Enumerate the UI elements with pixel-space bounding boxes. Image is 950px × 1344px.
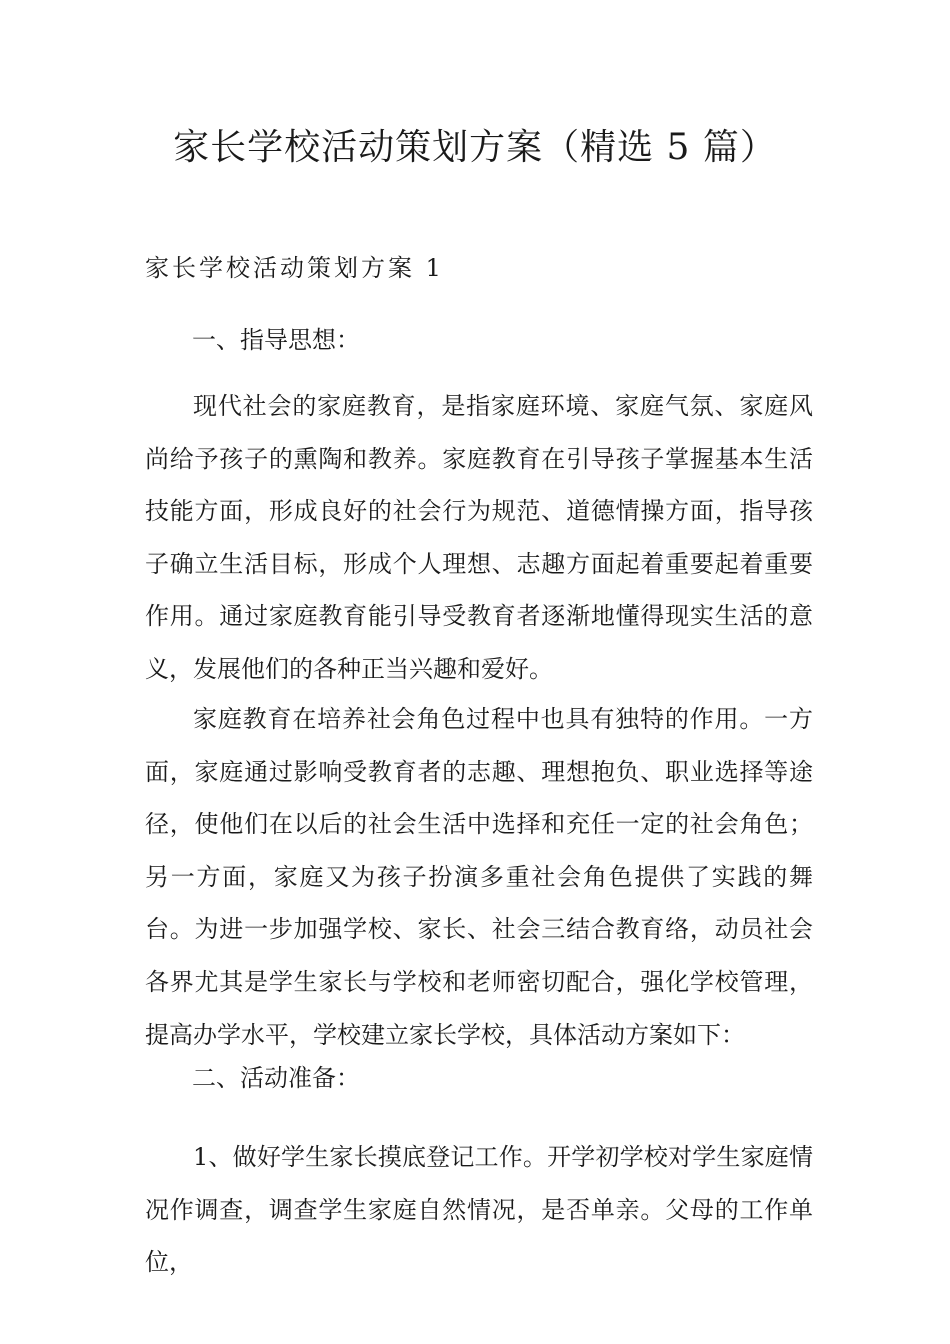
paragraph-family-education: 现代社会的家庭教育，是指家庭环境、家庭气氛、家庭风尚给予孩子的熏陶和教养。家庭教育在引导孩子掌握基本生活技能方面，形成良好的社会行为规范、道德情操方面，指导孩子确立生活目标，形成个人理想、志趣方面起着重要起着重要作用。通过家庭教育能引导受教育者逐渐地懂得现实生活的意义，发展他们的各种正当兴趣和爱好。 xyxy=(145,392,813,683)
heading-activity-preparation: 二、活动准备： xyxy=(192,1064,360,1092)
paragraph-registration: 1、做好学生家长摸底登记工作。开学初学校对学生家庭情况作调查，调查学生家庭自然情况，是否单亲。父母的工作单位， xyxy=(145,1143,813,1277)
heading-guiding-ideology: 一、指导思想： xyxy=(192,326,360,354)
section-heading: 家长学校活动策划方案 1 xyxy=(145,254,444,282)
document-title: 家长学校活动策划方案（精选 5 篇） xyxy=(173,127,777,168)
paragraph-social-roles: 家庭教育在培养社会角色过程中也具有独特的作用。一方面，家庭通过影响受教育者的志趣、理想抱负、职业选择等途径，使他们在以后的社会生活中选择和充任一定的社会角色；另一方面，家庭又为孩子扮演多重社会角色提供了实践的舞台。为进一步加强学校、家长、社会三结合教育络，动员社会各界尤其是学生家长与学校和老师密切配合，强化学校管理，提高办学水平，学校建立家长学校，具体活动方案如下： xyxy=(145,705,813,1049)
